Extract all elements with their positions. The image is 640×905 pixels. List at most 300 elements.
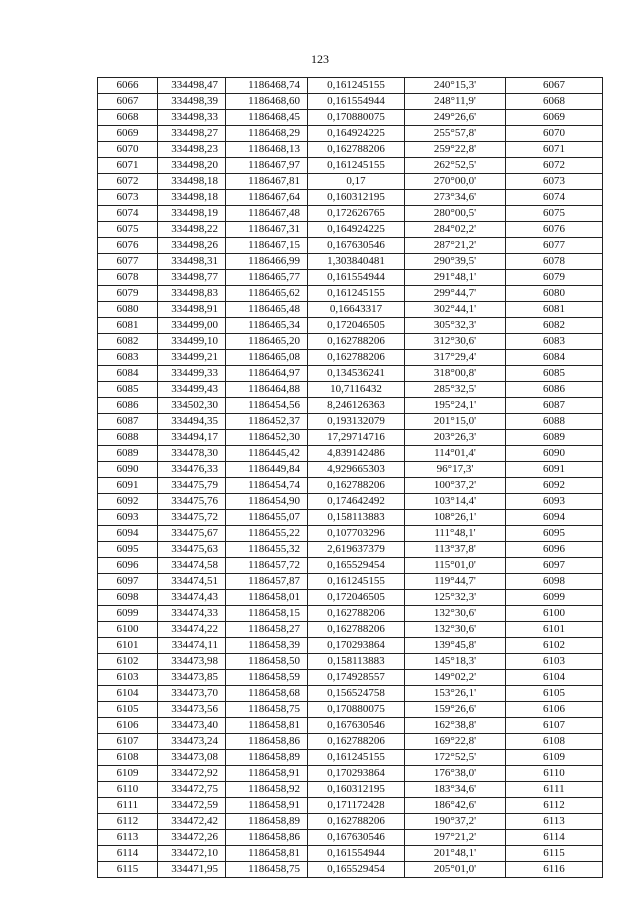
- bearing-cell: 302°44,1': [405, 302, 506, 318]
- y-coordinate-cell: 1186445,42: [226, 446, 308, 462]
- distance-cell: 0,165529454: [308, 558, 405, 574]
- x-coordinate-cell: 334474,58: [158, 558, 226, 574]
- x-coordinate-cell: 334499,33: [158, 366, 226, 382]
- y-coordinate-cell: 1186458,27: [226, 622, 308, 638]
- table-row: [98, 510, 603, 526]
- table-row: [98, 862, 603, 878]
- point-number-cell: 6100: [98, 622, 158, 638]
- bearing-cell: 132°30,6': [405, 606, 506, 622]
- distance-cell: 4,929665303: [308, 462, 405, 478]
- bearing-cell: 176°38,0': [405, 766, 506, 782]
- distance-cell: 0,161245155: [308, 750, 405, 766]
- next-point-cell: 6083: [506, 334, 603, 350]
- table-row: [98, 558, 603, 574]
- bearing-cell: 169°22,8': [405, 734, 506, 750]
- bearing-cell: 115°01,0': [405, 558, 506, 574]
- distance-cell: 0,170880075: [308, 702, 405, 718]
- bearing-cell: 290°39,5': [405, 254, 506, 270]
- table-row: [98, 798, 603, 814]
- distance-cell: 0,161554944: [308, 270, 405, 286]
- y-coordinate-cell: 1186454,90: [226, 494, 308, 510]
- next-point-cell: 6067: [506, 78, 603, 94]
- next-point-cell: 6108: [506, 734, 603, 750]
- y-coordinate-cell: 1186464,97: [226, 366, 308, 382]
- x-coordinate-cell: 334473,24: [158, 734, 226, 750]
- bearing-cell: 203°26,3': [405, 430, 506, 446]
- x-coordinate-cell: 334498,26: [158, 238, 226, 254]
- table-row: [98, 462, 603, 478]
- distance-cell: 0,161554944: [308, 846, 405, 862]
- point-number-cell: 6073: [98, 190, 158, 206]
- bearing-cell: 108°26,1': [405, 510, 506, 526]
- x-coordinate-cell: 334499,10: [158, 334, 226, 350]
- point-number-cell: 6110: [98, 782, 158, 798]
- table-row: [98, 654, 603, 670]
- bearing-cell: 145°18,3': [405, 654, 506, 670]
- y-coordinate-cell: 1186458,01: [226, 590, 308, 606]
- bearing-cell: 125°32,3': [405, 590, 506, 606]
- x-coordinate-cell: 334498,18: [158, 174, 226, 190]
- point-number-cell: 6111: [98, 798, 158, 814]
- x-coordinate-cell: 334499,43: [158, 382, 226, 398]
- y-coordinate-cell: 1186465,20: [226, 334, 308, 350]
- y-coordinate-cell: 1186465,08: [226, 350, 308, 366]
- next-point-cell: 6109: [506, 750, 603, 766]
- point-number-cell: 6072: [98, 174, 158, 190]
- y-coordinate-cell: 1186449,84: [226, 462, 308, 478]
- y-coordinate-cell: 1186464,88: [226, 382, 308, 398]
- bearing-cell: 240°15,3': [405, 78, 506, 94]
- distance-cell: 0,158113883: [308, 510, 405, 526]
- table-row: [98, 686, 603, 702]
- bearing-cell: 149°02,2': [405, 670, 506, 686]
- distance-cell: 0,193132079: [308, 414, 405, 430]
- table-row: [98, 590, 603, 606]
- point-number-cell: 6092: [98, 494, 158, 510]
- next-point-cell: 6107: [506, 718, 603, 734]
- distance-cell: 0,160312195: [308, 190, 405, 206]
- table-row: [98, 110, 603, 126]
- bearing-cell: 248°11,9': [405, 94, 506, 110]
- table-row: [98, 142, 603, 158]
- point-number-cell: 6079: [98, 286, 158, 302]
- distance-cell: 0,162788206: [308, 478, 405, 494]
- y-coordinate-cell: 1186467,15: [226, 238, 308, 254]
- table-row: [98, 254, 603, 270]
- table-row: [98, 750, 603, 766]
- next-point-cell: 6076: [506, 222, 603, 238]
- table-row: [98, 78, 603, 94]
- table-row: [98, 286, 603, 302]
- point-number-cell: 6076: [98, 238, 158, 254]
- next-point-cell: 6084: [506, 350, 603, 366]
- x-coordinate-cell: 334498,91: [158, 302, 226, 318]
- distance-cell: 0,167630546: [308, 830, 405, 846]
- y-coordinate-cell: 1186468,13: [226, 142, 308, 158]
- y-coordinate-cell: 1186457,72: [226, 558, 308, 574]
- table-row: [98, 526, 603, 542]
- bearing-cell: 201°15,0': [405, 414, 506, 430]
- x-coordinate-cell: 334499,21: [158, 350, 226, 366]
- bearing-cell: 159°26,6': [405, 702, 506, 718]
- point-number-cell: 6105: [98, 702, 158, 718]
- next-point-cell: 6102: [506, 638, 603, 654]
- x-coordinate-cell: 334472,92: [158, 766, 226, 782]
- x-coordinate-cell: 334471,95: [158, 862, 226, 878]
- point-number-cell: 6082: [98, 334, 158, 350]
- table-row: [98, 718, 603, 734]
- x-coordinate-cell: 334498,19: [158, 206, 226, 222]
- distance-cell: 0,161554944: [308, 94, 405, 110]
- point-number-cell: 6070: [98, 142, 158, 158]
- y-coordinate-cell: 1186467,48: [226, 206, 308, 222]
- distance-cell: 0,167630546: [308, 238, 405, 254]
- point-number-cell: 6077: [98, 254, 158, 270]
- next-point-cell: 6092: [506, 478, 603, 494]
- next-point-cell: 6079: [506, 270, 603, 286]
- x-coordinate-cell: 334502,30: [158, 398, 226, 414]
- x-coordinate-cell: 334472,75: [158, 782, 226, 798]
- y-coordinate-cell: 1186458,59: [226, 670, 308, 686]
- y-coordinate-cell: 1186465,34: [226, 318, 308, 334]
- bearing-cell: 190°37,2': [405, 814, 506, 830]
- point-number-cell: 6089: [98, 446, 158, 462]
- bearing-cell: 255°57,8': [405, 126, 506, 142]
- table-row: [98, 398, 603, 414]
- distance-cell: 2,619637379: [308, 542, 405, 558]
- distance-cell: 17,29714716: [308, 430, 405, 446]
- bearing-cell: 195°24,1': [405, 398, 506, 414]
- next-point-cell: 6115: [506, 846, 603, 862]
- x-coordinate-cell: 334474,11: [158, 638, 226, 654]
- point-number-cell: 6087: [98, 414, 158, 430]
- y-coordinate-cell: 1186458,89: [226, 750, 308, 766]
- bearing-cell: 113°37,8': [405, 542, 506, 558]
- next-point-cell: 6070: [506, 126, 603, 142]
- next-point-cell: 6096: [506, 542, 603, 558]
- bearing-cell: 201°48,1': [405, 846, 506, 862]
- table-row: [98, 830, 603, 846]
- x-coordinate-cell: 334472,26: [158, 830, 226, 846]
- x-coordinate-cell: 334473,98: [158, 654, 226, 670]
- distance-cell: 0,162788206: [308, 334, 405, 350]
- y-coordinate-cell: 1186458,81: [226, 718, 308, 734]
- point-number-cell: 6107: [98, 734, 158, 750]
- next-point-cell: 6090: [506, 446, 603, 462]
- point-number-cell: 6069: [98, 126, 158, 142]
- bearing-cell: 139°45,8': [405, 638, 506, 654]
- next-point-cell: 6095: [506, 526, 603, 542]
- y-coordinate-cell: 1186458,92: [226, 782, 308, 798]
- next-point-cell: 6112: [506, 798, 603, 814]
- table-row: [98, 606, 603, 622]
- point-number-cell: 6080: [98, 302, 158, 318]
- x-coordinate-cell: 334494,17: [158, 430, 226, 446]
- y-coordinate-cell: 1186458,50: [226, 654, 308, 670]
- y-coordinate-cell: 1186455,22: [226, 526, 308, 542]
- point-number-cell: 6078: [98, 270, 158, 286]
- point-number-cell: 6103: [98, 670, 158, 686]
- distance-cell: 1,303840481: [308, 254, 405, 270]
- x-coordinate-cell: 334473,85: [158, 670, 226, 686]
- next-point-cell: 6085: [506, 366, 603, 382]
- table-row: [98, 574, 603, 590]
- x-coordinate-cell: 334498,33: [158, 110, 226, 126]
- next-point-cell: 6091: [506, 462, 603, 478]
- x-coordinate-cell: 334498,39: [158, 94, 226, 110]
- distance-cell: 0,134536241: [308, 366, 405, 382]
- point-number-cell: 6093: [98, 510, 158, 526]
- next-point-cell: 6114: [506, 830, 603, 846]
- bearing-cell: 197°21,2': [405, 830, 506, 846]
- y-coordinate-cell: 1186458,68: [226, 686, 308, 702]
- next-point-cell: 6071: [506, 142, 603, 158]
- y-coordinate-cell: 1186458,86: [226, 734, 308, 750]
- next-point-cell: 6093: [506, 494, 603, 510]
- table-row: [98, 238, 603, 254]
- distance-cell: 0,172626765: [308, 206, 405, 222]
- y-coordinate-cell: 1186465,62: [226, 286, 308, 302]
- next-point-cell: 6099: [506, 590, 603, 606]
- bearing-cell: 287°21,2': [405, 238, 506, 254]
- bearing-cell: 317°29,4': [405, 350, 506, 366]
- point-number-cell: 6088: [98, 430, 158, 446]
- distance-cell: 0,171172428: [308, 798, 405, 814]
- x-coordinate-cell: 334475,72: [158, 510, 226, 526]
- distance-cell: 10,7116432: [308, 382, 405, 398]
- distance-cell: 0,162788206: [308, 606, 405, 622]
- y-coordinate-cell: 1186458,86: [226, 830, 308, 846]
- x-coordinate-cell: 334473,08: [158, 750, 226, 766]
- table-row: [98, 446, 603, 462]
- point-number-cell: 6114: [98, 846, 158, 862]
- next-point-cell: 6069: [506, 110, 603, 126]
- point-number-cell: 6106: [98, 718, 158, 734]
- next-point-cell: 6116: [506, 862, 603, 878]
- table-row: [98, 94, 603, 110]
- bearing-cell: 262°52,5': [405, 158, 506, 174]
- x-coordinate-cell: 334498,23: [158, 142, 226, 158]
- table-row: [98, 430, 603, 446]
- point-number-cell: 6085: [98, 382, 158, 398]
- y-coordinate-cell: 1186458,89: [226, 814, 308, 830]
- bearing-cell: 205°01,0': [405, 862, 506, 878]
- point-number-cell: 6115: [98, 862, 158, 878]
- y-coordinate-cell: 1186468,45: [226, 110, 308, 126]
- next-point-cell: 6075: [506, 206, 603, 222]
- next-point-cell: 6087: [506, 398, 603, 414]
- table-row: [98, 782, 603, 798]
- next-point-cell: 6105: [506, 686, 603, 702]
- next-point-cell: 6088: [506, 414, 603, 430]
- x-coordinate-cell: 334472,42: [158, 814, 226, 830]
- distance-cell: 0,161245155: [308, 78, 405, 94]
- table-row: [98, 766, 603, 782]
- x-coordinate-cell: 334498,20: [158, 158, 226, 174]
- bearing-cell: 318°00,8': [405, 366, 506, 382]
- distance-cell: 0,156524758: [308, 686, 405, 702]
- point-number-cell: 6081: [98, 318, 158, 334]
- y-coordinate-cell: 1186468,29: [226, 126, 308, 142]
- next-point-cell: 6101: [506, 622, 603, 638]
- table-row: [98, 270, 603, 286]
- point-number-cell: 6102: [98, 654, 158, 670]
- point-number-cell: 6066: [98, 78, 158, 94]
- table-row: [98, 158, 603, 174]
- point-number-cell: 6067: [98, 94, 158, 110]
- table-row: [98, 190, 603, 206]
- x-coordinate-cell: 334498,31: [158, 254, 226, 270]
- distance-cell: 0,107703296: [308, 526, 405, 542]
- next-point-cell: 6073: [506, 174, 603, 190]
- x-coordinate-cell: 334498,27: [158, 126, 226, 142]
- y-coordinate-cell: 1186458,91: [226, 766, 308, 782]
- bearing-cell: 186°42,6': [405, 798, 506, 814]
- point-number-cell: 6099: [98, 606, 158, 622]
- point-number-cell: 6075: [98, 222, 158, 238]
- x-coordinate-cell: 334473,40: [158, 718, 226, 734]
- y-coordinate-cell: 1186454,74: [226, 478, 308, 494]
- point-number-cell: 6112: [98, 814, 158, 830]
- bearing-cell: 119°44,7': [405, 574, 506, 590]
- next-point-cell: 6097: [506, 558, 603, 574]
- x-coordinate-cell: 334498,18: [158, 190, 226, 206]
- table-row: [98, 174, 603, 190]
- y-coordinate-cell: 1186458,75: [226, 702, 308, 718]
- bearing-cell: 103°14,4': [405, 494, 506, 510]
- y-coordinate-cell: 1186458,91: [226, 798, 308, 814]
- next-point-cell: 6082: [506, 318, 603, 334]
- x-coordinate-cell: 334498,83: [158, 286, 226, 302]
- table-row: [98, 334, 603, 350]
- next-point-cell: 6074: [506, 190, 603, 206]
- table-row: [98, 734, 603, 750]
- next-point-cell: 6098: [506, 574, 603, 590]
- table-row: [98, 846, 603, 862]
- coordinates-table: [97, 77, 603, 878]
- point-number-cell: 6083: [98, 350, 158, 366]
- bearing-cell: 183°34,6': [405, 782, 506, 798]
- distance-cell: 0,162788206: [308, 350, 405, 366]
- point-number-cell: 6084: [98, 366, 158, 382]
- distance-cell: 0,16643317: [308, 302, 405, 318]
- bearing-cell: 285°32,5': [405, 382, 506, 398]
- y-coordinate-cell: 1186465,48: [226, 302, 308, 318]
- next-point-cell: 6080: [506, 286, 603, 302]
- distance-cell: 0,160312195: [308, 782, 405, 798]
- table-row: [98, 494, 603, 510]
- x-coordinate-cell: 334498,77: [158, 270, 226, 286]
- point-number-cell: 6104: [98, 686, 158, 702]
- x-coordinate-cell: 334475,63: [158, 542, 226, 558]
- point-number-cell: 6098: [98, 590, 158, 606]
- distance-cell: 0,162788206: [308, 814, 405, 830]
- distance-cell: 0,167630546: [308, 718, 405, 734]
- x-coordinate-cell: 334475,79: [158, 478, 226, 494]
- bearing-cell: 111°48,1': [405, 526, 506, 542]
- x-coordinate-cell: 334474,51: [158, 574, 226, 590]
- distance-cell: 0,161245155: [308, 286, 405, 302]
- y-coordinate-cell: 1186467,81: [226, 174, 308, 190]
- next-point-cell: 6072: [506, 158, 603, 174]
- x-coordinate-cell: 334476,33: [158, 462, 226, 478]
- next-point-cell: 6089: [506, 430, 603, 446]
- distance-cell: 4,839142486: [308, 446, 405, 462]
- table-row: [98, 622, 603, 638]
- table-row: [98, 222, 603, 238]
- point-number-cell: 6097: [98, 574, 158, 590]
- table-row: [98, 318, 603, 334]
- x-coordinate-cell: 334475,76: [158, 494, 226, 510]
- distance-cell: 0,172046505: [308, 590, 405, 606]
- bearing-cell: 312°30,6': [405, 334, 506, 350]
- distance-cell: 0,161245155: [308, 158, 405, 174]
- distance-cell: 8,246126363: [308, 398, 405, 414]
- next-point-cell: 6086: [506, 382, 603, 398]
- table-row: [98, 302, 603, 318]
- distance-cell: 0,165529454: [308, 862, 405, 878]
- point-number-cell: 6108: [98, 750, 158, 766]
- point-number-cell: 6090: [98, 462, 158, 478]
- y-coordinate-cell: 1186467,97: [226, 158, 308, 174]
- y-coordinate-cell: 1186457,87: [226, 574, 308, 590]
- next-point-cell: 6094: [506, 510, 603, 526]
- next-point-cell: 6078: [506, 254, 603, 270]
- x-coordinate-cell: 334498,47: [158, 78, 226, 94]
- y-coordinate-cell: 1186454,56: [226, 398, 308, 414]
- x-coordinate-cell: 334498,22: [158, 222, 226, 238]
- point-number-cell: 6101: [98, 638, 158, 654]
- y-coordinate-cell: 1186458,81: [226, 846, 308, 862]
- distance-cell: 0,158113883: [308, 654, 405, 670]
- y-coordinate-cell: 1186466,99: [226, 254, 308, 270]
- point-number-cell: 6094: [98, 526, 158, 542]
- bearing-cell: 291°48,1': [405, 270, 506, 286]
- next-point-cell: 6110: [506, 766, 603, 782]
- point-number-cell: 6091: [98, 478, 158, 494]
- next-point-cell: 6104: [506, 670, 603, 686]
- distance-cell: 0,164924225: [308, 222, 405, 238]
- distance-cell: 0,162788206: [308, 142, 405, 158]
- distance-cell: 0,164924225: [308, 126, 405, 142]
- table-row: [98, 670, 603, 686]
- next-point-cell: 6111: [506, 782, 603, 798]
- point-number-cell: 6109: [98, 766, 158, 782]
- x-coordinate-cell: 334473,56: [158, 702, 226, 718]
- next-point-cell: 6081: [506, 302, 603, 318]
- table-row: [98, 126, 603, 142]
- table-row: [98, 702, 603, 718]
- x-coordinate-cell: 334473,70: [158, 686, 226, 702]
- point-number-cell: 6074: [98, 206, 158, 222]
- y-coordinate-cell: 1186467,64: [226, 190, 308, 206]
- bearing-cell: 114°01,4': [405, 446, 506, 462]
- point-number-cell: 6068: [98, 110, 158, 126]
- bearing-cell: 280°00,5': [405, 206, 506, 222]
- distance-cell: 0,161245155: [308, 574, 405, 590]
- table-row: [98, 638, 603, 654]
- y-coordinate-cell: 1186458,39: [226, 638, 308, 654]
- bearing-cell: 273°34,6': [405, 190, 506, 206]
- bearing-cell: 305°32,3': [405, 318, 506, 334]
- distance-cell: 0,174928557: [308, 670, 405, 686]
- bearing-cell: 100°37,2': [405, 478, 506, 494]
- distance-cell: 0,170880075: [308, 110, 405, 126]
- y-coordinate-cell: 1186455,07: [226, 510, 308, 526]
- next-point-cell: 6077: [506, 238, 603, 254]
- point-number-cell: 6096: [98, 558, 158, 574]
- table-row: [98, 814, 603, 830]
